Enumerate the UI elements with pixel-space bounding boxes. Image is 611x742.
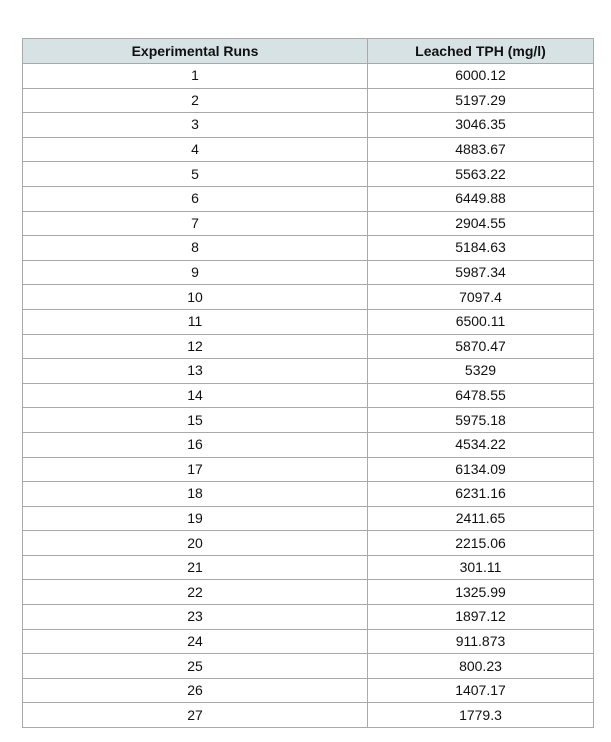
cell-experimental-run: 5 (23, 162, 368, 187)
table-row (23, 137, 594, 162)
cell-experimental-run: 18 (23, 482, 368, 507)
table-row (23, 236, 594, 261)
table-row (23, 678, 594, 703)
header-leached-tph: Leached TPH (mg/l) (368, 39, 594, 64)
cell-experimental-run: 15 (23, 408, 368, 433)
cell-experimental-run: 20 (23, 531, 368, 556)
cell-leached-tph: 5563.22 (368, 162, 594, 187)
cell-experimental-run: 22 (23, 580, 368, 605)
cell-leached-tph: 5975.18 (368, 408, 594, 433)
table-row (23, 580, 594, 605)
table-row (23, 383, 594, 408)
cell-experimental-run: 2 (23, 88, 368, 113)
cell-leached-tph: 5184.63 (368, 236, 594, 261)
table-row (23, 531, 594, 556)
cell-leached-tph: 800.23 (368, 654, 594, 679)
header-experimental-runs: Experimental Runs (23, 39, 368, 64)
cell-leached-tph: 1897.12 (368, 605, 594, 630)
cell-experimental-run: 19 (23, 506, 368, 531)
table-row (23, 408, 594, 433)
cell-leached-tph: 2411.65 (368, 506, 594, 531)
cell-experimental-run: 12 (23, 334, 368, 359)
cell-leached-tph: 5870.47 (368, 334, 594, 359)
results-table (22, 38, 594, 728)
table-header (23, 39, 594, 64)
cell-leached-tph: 911.873 (368, 629, 594, 654)
cell-leached-tph: 6449.88 (368, 186, 594, 211)
table-row (23, 211, 594, 236)
table-row (23, 88, 594, 113)
table-row (23, 113, 594, 138)
cell-experimental-run: 13 (23, 359, 368, 384)
cell-leached-tph: 5197.29 (368, 88, 594, 113)
table-row (23, 506, 594, 531)
cell-leached-tph: 1407.17 (368, 678, 594, 703)
cell-leached-tph: 4883.67 (368, 137, 594, 162)
cell-leached-tph: 5987.34 (368, 260, 594, 285)
table-row (23, 186, 594, 211)
table-row (23, 555, 594, 580)
cell-experimental-run: 21 (23, 555, 368, 580)
cell-experimental-run: 9 (23, 260, 368, 285)
cell-leached-tph: 1779.3 (368, 703, 594, 728)
cell-experimental-run: 23 (23, 605, 368, 630)
table-row (23, 654, 594, 679)
cell-leached-tph: 4534.22 (368, 432, 594, 457)
cell-experimental-run: 11 (23, 309, 368, 334)
cell-experimental-run: 6 (23, 186, 368, 211)
table-row (23, 359, 594, 384)
cell-leached-tph: 2904.55 (368, 211, 594, 236)
cell-leached-tph: 5329 (368, 359, 594, 384)
cell-experimental-run: 26 (23, 678, 368, 703)
cell-experimental-run: 25 (23, 654, 368, 679)
cell-leached-tph: 6231.16 (368, 482, 594, 507)
cell-leached-tph: 6134.09 (368, 457, 594, 482)
cell-experimental-run: 7 (23, 211, 368, 236)
cell-leached-tph: 2215.06 (368, 531, 594, 556)
cell-experimental-run: 8 (23, 236, 368, 261)
table-row (23, 334, 594, 359)
cell-experimental-run: 14 (23, 383, 368, 408)
table-row (23, 482, 594, 507)
table-body (23, 64, 594, 728)
cell-experimental-run: 3 (23, 113, 368, 138)
cell-leached-tph: 6478.55 (368, 383, 594, 408)
cell-experimental-run: 4 (23, 137, 368, 162)
table-row (23, 703, 594, 728)
cell-leached-tph: 3046.35 (368, 113, 594, 138)
table-row (23, 162, 594, 187)
cell-leached-tph: 1325.99 (368, 580, 594, 605)
table-row (23, 605, 594, 630)
cell-experimental-run: 24 (23, 629, 368, 654)
cell-leached-tph: 301.11 (368, 555, 594, 580)
cell-experimental-run: 27 (23, 703, 368, 728)
table-row (23, 432, 594, 457)
table-row (23, 309, 594, 334)
cell-experimental-run: 1 (23, 64, 368, 89)
table-row (23, 457, 594, 482)
cell-leached-tph: 6000.12 (368, 64, 594, 89)
table-row (23, 629, 594, 654)
cell-experimental-run: 16 (23, 432, 368, 457)
table-row (23, 64, 594, 89)
table-row (23, 260, 594, 285)
table-row (23, 285, 594, 310)
cell-experimental-run: 17 (23, 457, 368, 482)
cell-experimental-run: 10 (23, 285, 368, 310)
cell-leached-tph: 6500.11 (368, 309, 594, 334)
header-row (23, 39, 594, 64)
cell-leached-tph: 7097.4 (368, 285, 594, 310)
